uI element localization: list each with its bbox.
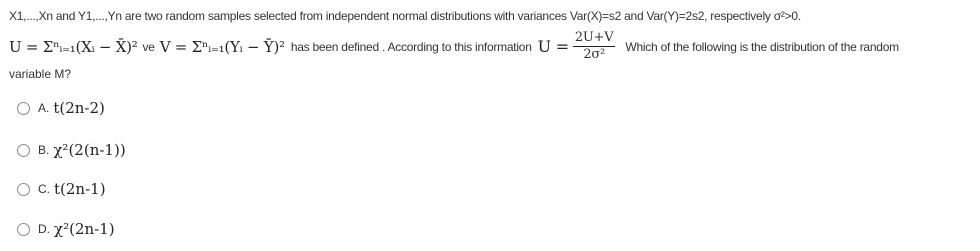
question-line-3: variable M? — [9, 67, 72, 81]
option-c-expr: t(2n-1) — [54, 180, 106, 198]
option-a-letter: A. — [38, 101, 50, 115]
question-tail: Which of the following is the distribution of the random — [625, 39, 899, 54]
question-line-1: X1,...,Xn and Y1,...,Yn are two random samples selected from independent normal distributions with variances Var(X)=s2 and Var(Y)=2s2, respectively σ²>0. — [9, 9, 801, 23]
radio-a[interactable] — [17, 102, 30, 115]
option-d-expr: χ²(2n-1) — [54, 220, 115, 238]
u-equals: U = — [537, 37, 569, 56]
option-d-letter: D. — [38, 222, 50, 236]
radio-c[interactable] — [17, 183, 30, 196]
question-line-2 — [9, 30, 899, 63]
option-b-expr: χ²(2(n-1)) — [53, 141, 126, 159]
option-c-letter: C. — [38, 182, 50, 196]
option-b-letter: B. — [38, 143, 50, 157]
ve-text: ve — [142, 39, 155, 54]
option-d[interactable] — [17, 220, 115, 238]
defined-text: has been defined . According to this information — [290, 39, 532, 54]
option-b[interactable] — [17, 141, 126, 159]
u-definition: U = Σⁿᵢ₌₁(Xᵢ − X̄)² — [9, 37, 138, 56]
option-a-expr: t(2n-2) — [53, 99, 105, 117]
fraction — [573, 30, 616, 63]
v-definition: V = Σⁿᵢ₌₁(Yᵢ − Ȳ)² — [159, 37, 285, 56]
fraction-numerator: 2U+V — [574, 30, 614, 45]
radio-d[interactable] — [17, 223, 30, 236]
option-c[interactable] — [17, 180, 106, 198]
fraction-denominator: 2σ² — [583, 47, 605, 62]
option-a[interactable] — [17, 99, 105, 117]
radio-b[interactable] — [17, 144, 30, 157]
